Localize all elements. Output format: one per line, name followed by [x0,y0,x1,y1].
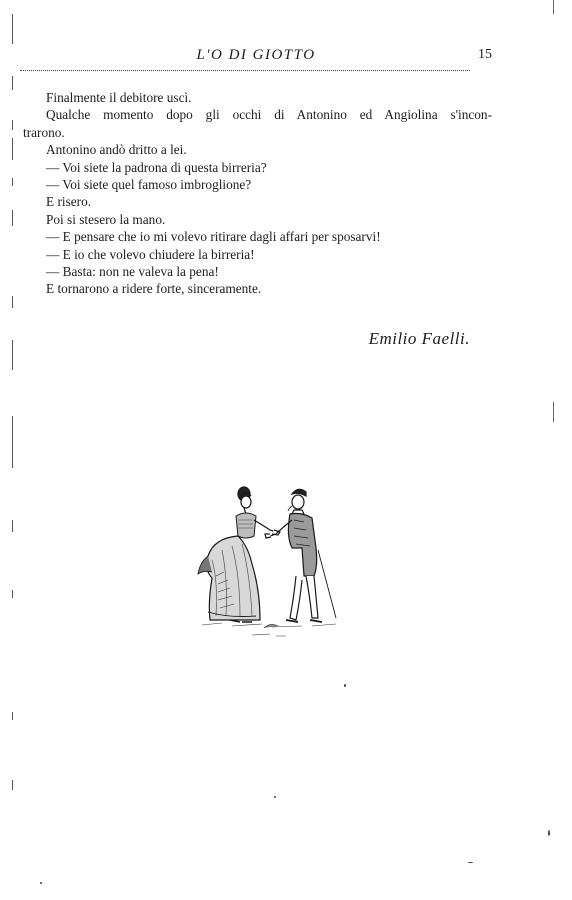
scan-speck [548,830,550,836]
text-line: Poi si stesero la mano. [46,211,166,227]
scan-edge-mark [12,340,13,370]
text-line: Finalmente il debitore uscì. [46,90,192,105]
scan-edge-mark [12,210,13,226]
scan-speck [40,882,42,884]
scan-edge-mark [12,178,13,186]
ground-shading [202,623,336,636]
running-header [20,46,492,68]
scan-speck [274,796,276,798]
scan-edge-mark [553,402,554,422]
scan-edge-mark [12,520,13,532]
header-rule [20,70,470,71]
text-line: — E io che volevo chiudere la birreria! [46,246,255,262]
man-figure [265,489,336,622]
text-line: E tornarono a ridere forte, sinceramente. [46,281,262,297]
scan-speck [344,684,346,687]
text-line: Qualche momento dopo gli occhi di Antonino ed Angiolina s'incon- [46,107,492,123]
scan-edge-mark [12,712,13,720]
running-title: L'O DI GIOTTO [196,47,316,63]
text-line: E risero. [46,194,92,210]
scan-edge-mark [12,120,13,130]
text-line: trarono. [23,124,65,140]
scan-speck [468,862,473,863]
story-text [23,89,492,298]
scan-edge-mark [12,416,13,468]
scan-edge-mark [12,780,13,790]
text-line: — Basta: non ne valeva la pena! [46,264,219,280]
scan-edge-mark [12,138,13,160]
scan-edge-mark [12,14,13,44]
scan-edge-mark [12,296,13,308]
author-signature: Emilio Faelli. [368,329,470,348]
text-line: Antonino andò dritto a lei. [46,142,187,158]
text-line: — Voi siete quel famoso imbroglione? [46,177,252,193]
scan-edge-mark [12,590,13,598]
scan-edge-mark [12,76,13,90]
text-line: — Voi siete la padrona di questa birreria? [46,159,267,175]
page-number: 15 [478,47,492,62]
scan-edge-mark [553,0,554,14]
woman-figure [198,487,280,622]
text-line: — E pensare che io mi volevo ritirare dagli affari per sposarvi! [46,229,381,245]
engraving-illustration [172,480,356,650]
